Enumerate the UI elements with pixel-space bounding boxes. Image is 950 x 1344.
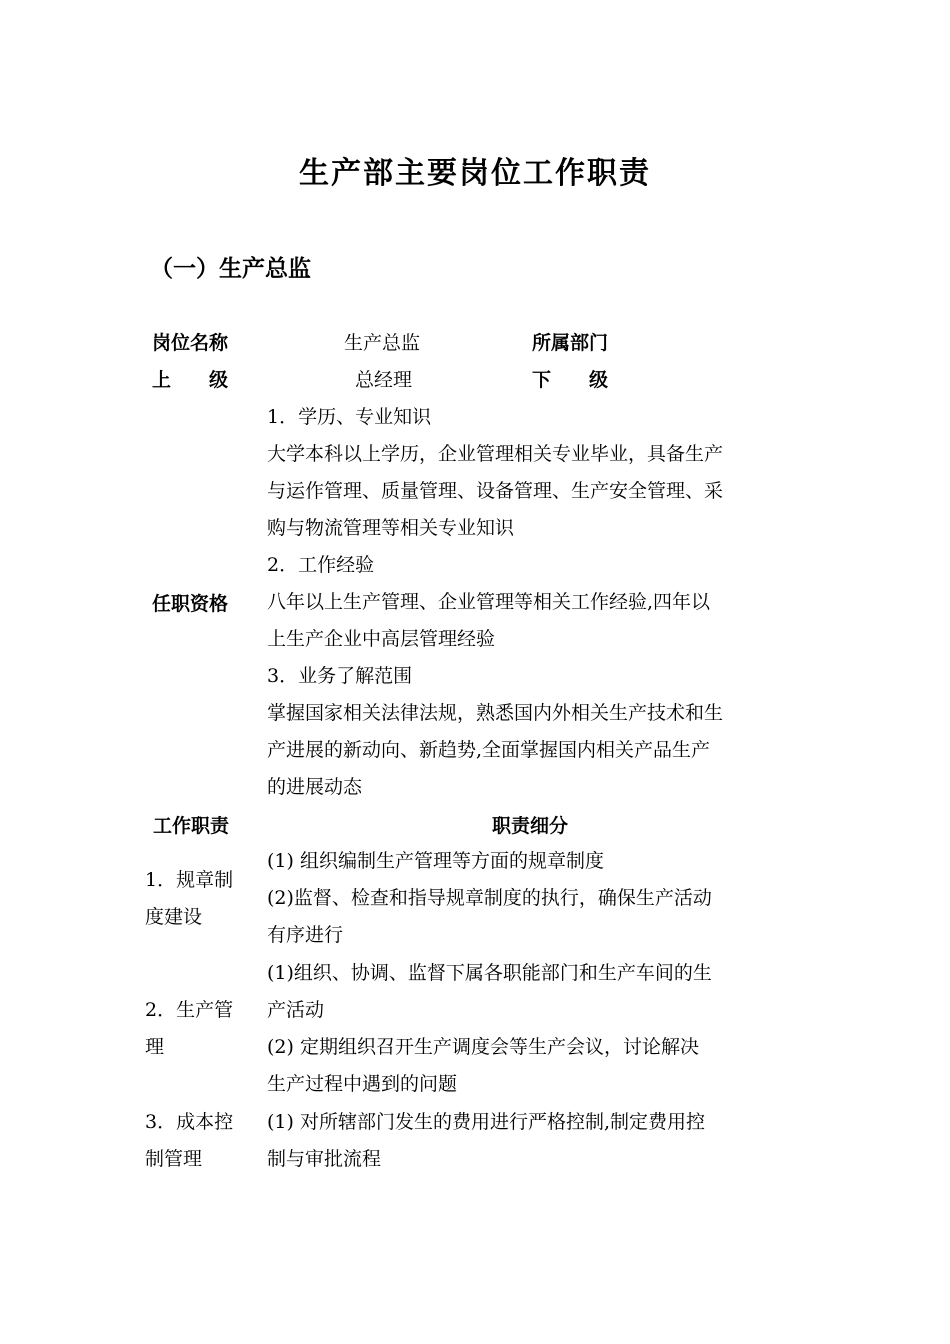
qualification-line: 2．工作经验 <box>267 554 375 576</box>
qualification-line: 产进展的新动向、新趋势,全面掌握国内相关产品生产 <box>267 739 711 761</box>
duty-detail <box>267 843 712 954</box>
duty-name-line: 1．规章制 <box>145 869 234 891</box>
value-superior: 总经理 <box>355 369 413 391</box>
qualification-line: 八年以上生产管理、企业管理等相关工作经验,四年以 <box>267 591 711 613</box>
duty-detail <box>267 955 712 1103</box>
duty-detail-line: (2) 定期组织召开生产调度会等生产会议，讨论解决 <box>267 1036 699 1058</box>
qualification-content <box>267 399 723 806</box>
duty-detail-line: (2)监督、检查和指导规章制度的执行，确保生产活动 <box>267 887 712 909</box>
duty-detail <box>267 1104 705 1178</box>
duty-name-line: 理 <box>145 1036 165 1058</box>
label-department: 所属部门 <box>532 332 609 354</box>
duties-header-col2: 职责细分 <box>492 815 569 837</box>
qualification-line: 上生产企业中高层管理经验 <box>267 628 496 650</box>
qualification-line: 1．学历、专业知识 <box>267 406 432 428</box>
duty-detail-line: 有序进行 <box>267 924 344 946</box>
value-position-name: 生产总监 <box>344 332 421 354</box>
duty-detail-line: 产活动 <box>267 999 325 1021</box>
duty-name <box>145 862 233 936</box>
page-title: 生产部主要岗位工作职责 <box>299 156 651 191</box>
label-qualification: 任职资格 <box>152 593 229 615</box>
qualification-line: 的进展动态 <box>267 776 363 798</box>
duty-name <box>145 1104 233 1178</box>
duty-detail-line: (1) 对所辖部门发生的费用进行严格控制,制定费用控 <box>267 1111 705 1133</box>
duty-name-line: 制管理 <box>145 1148 203 1170</box>
label-position-name: 岗位名称 <box>152 332 229 354</box>
duties-header-col1: 工作职责 <box>153 815 230 837</box>
qualification-line: 掌握国家相关法律法规，熟悉国内外相关生产技术和生 <box>267 702 724 724</box>
label-subordinate: 下 级 <box>532 369 609 391</box>
duty-detail-line: (1) 组织编制生产管理等方面的规章制度 <box>267 850 604 872</box>
section-heading: （一）生产总监 <box>150 256 311 282</box>
duty-name-line: 度建设 <box>145 906 203 928</box>
label-superior: 上 级 <box>152 369 229 391</box>
qualification-line: 购与物流管理等相关专业知识 <box>267 517 515 539</box>
duty-detail-line: 制与审批流程 <box>267 1148 382 1170</box>
duty-name-line: 3．成本控 <box>145 1111 234 1133</box>
qualification-line: 3．业务了解范围 <box>267 665 413 687</box>
qualification-line: 大学本科以上学历，企业管理相关专业毕业，具备生产 <box>267 443 724 465</box>
duty-detail-line: (1)组织、协调、监督下属各职能部门和生产车间的生 <box>267 962 712 984</box>
duty-name-line: 2．生产管 <box>145 999 234 1021</box>
qualification-line: 与运作管理、质量管理、设备管理、生产安全管理、采 <box>267 480 724 502</box>
duty-name <box>145 992 233 1066</box>
duty-detail-line: 生产过程中遇到的问题 <box>267 1073 458 1095</box>
